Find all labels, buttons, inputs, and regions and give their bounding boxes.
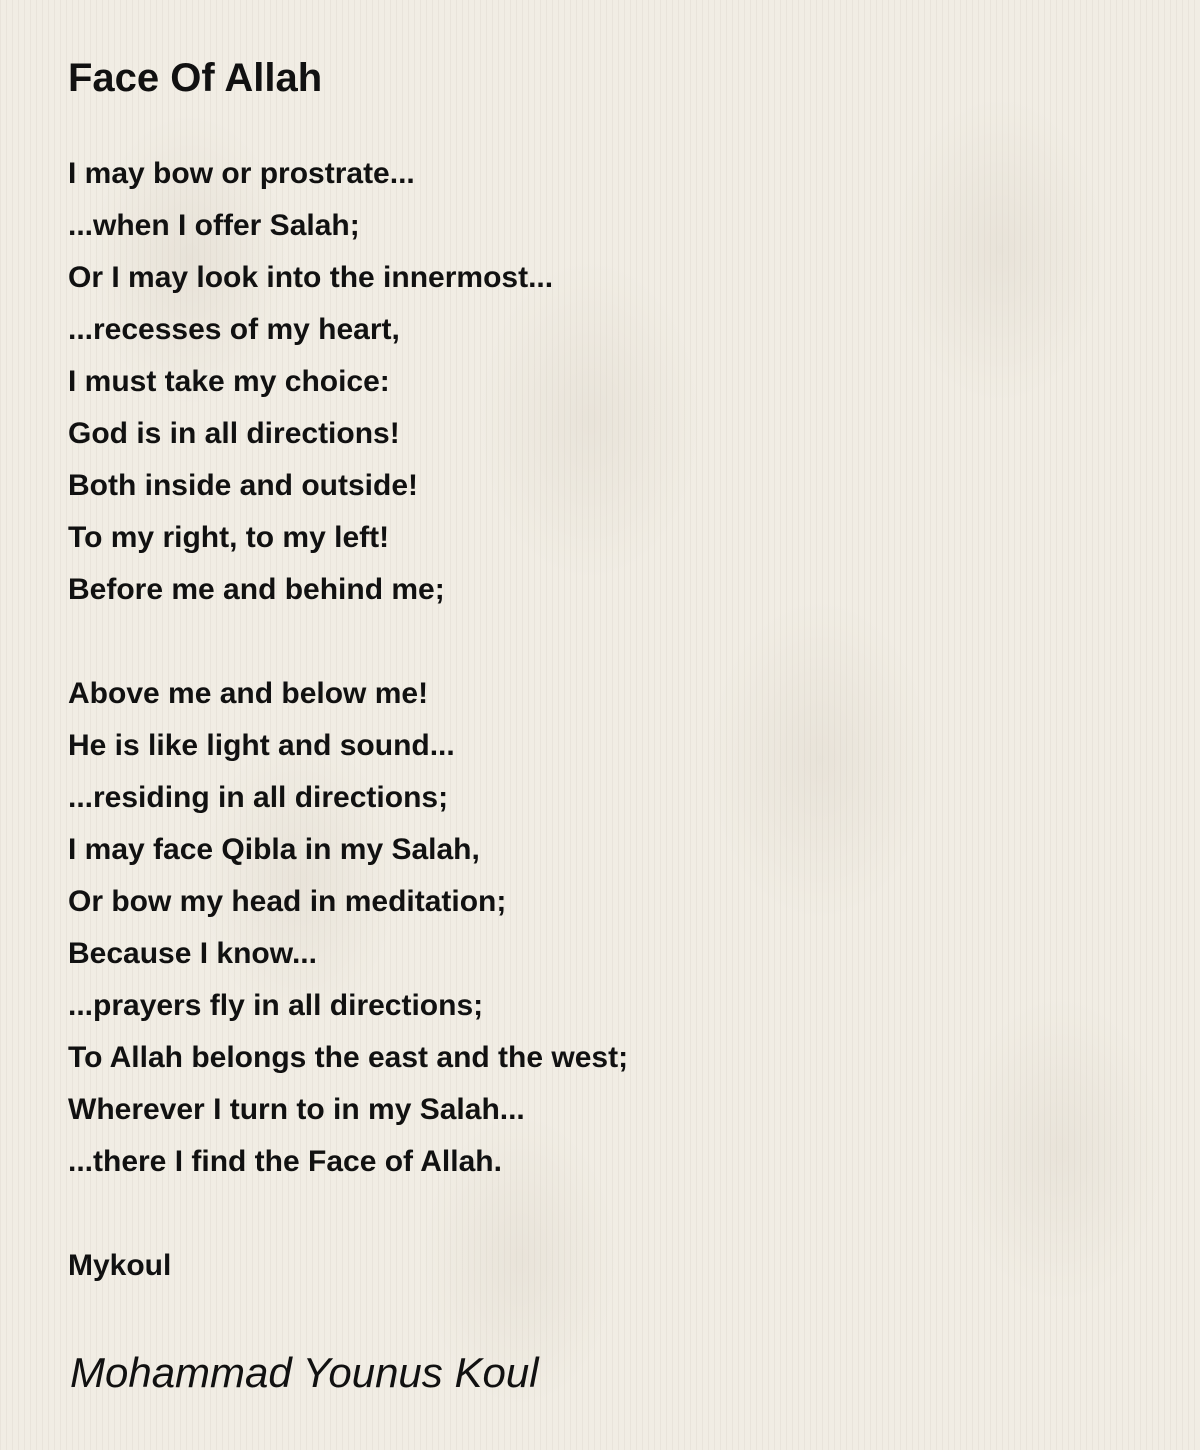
poem-line: I may face Qibla in my Salah, [68, 833, 480, 866]
poem-line: I must take my choice: [68, 365, 390, 398]
stanza-gap [68, 616, 628, 668]
stanza-2 [68, 668, 628, 1188]
poem-line: Above me and below me! [68, 677, 429, 710]
author-name: Mohammad Younus Koul [70, 1349, 539, 1396]
poem-title: Face Of Allah [68, 56, 323, 100]
poem-line: Before me and behind me; [68, 573, 445, 606]
poem-line: To my right, to my left! [68, 521, 390, 554]
poem-line: He is like light and sound... [68, 729, 455, 762]
poem-line: Because I know... [68, 937, 317, 970]
poem-page [68, 50, 1148, 1396]
poem-signature: Mykoul [68, 1249, 172, 1282]
poem-line: To Allah belongs the east and the west; [68, 1041, 629, 1074]
poem-line: ...prayers fly in all directions; [68, 989, 484, 1022]
poem-line: God is in all directions! [68, 417, 400, 450]
poem-line: Or I may look into the innermost... [68, 261, 554, 294]
poem-line: Both inside and outside! [68, 469, 418, 502]
poem-line: ...recesses of my heart, [68, 313, 400, 346]
stanza-1 [68, 148, 628, 616]
poem-body [68, 148, 628, 1292]
poem-line: ...when I offer Salah; [68, 209, 360, 242]
poem-line: I may bow or prostrate... [68, 157, 415, 190]
poem-line: ...residing in all directions; [68, 781, 449, 814]
poem-line: Wherever I turn to in my Salah... [68, 1093, 525, 1126]
poem-line: ...there I find the Face of Allah. [68, 1145, 502, 1178]
poem-line: Or bow my head in meditation; [68, 885, 507, 918]
